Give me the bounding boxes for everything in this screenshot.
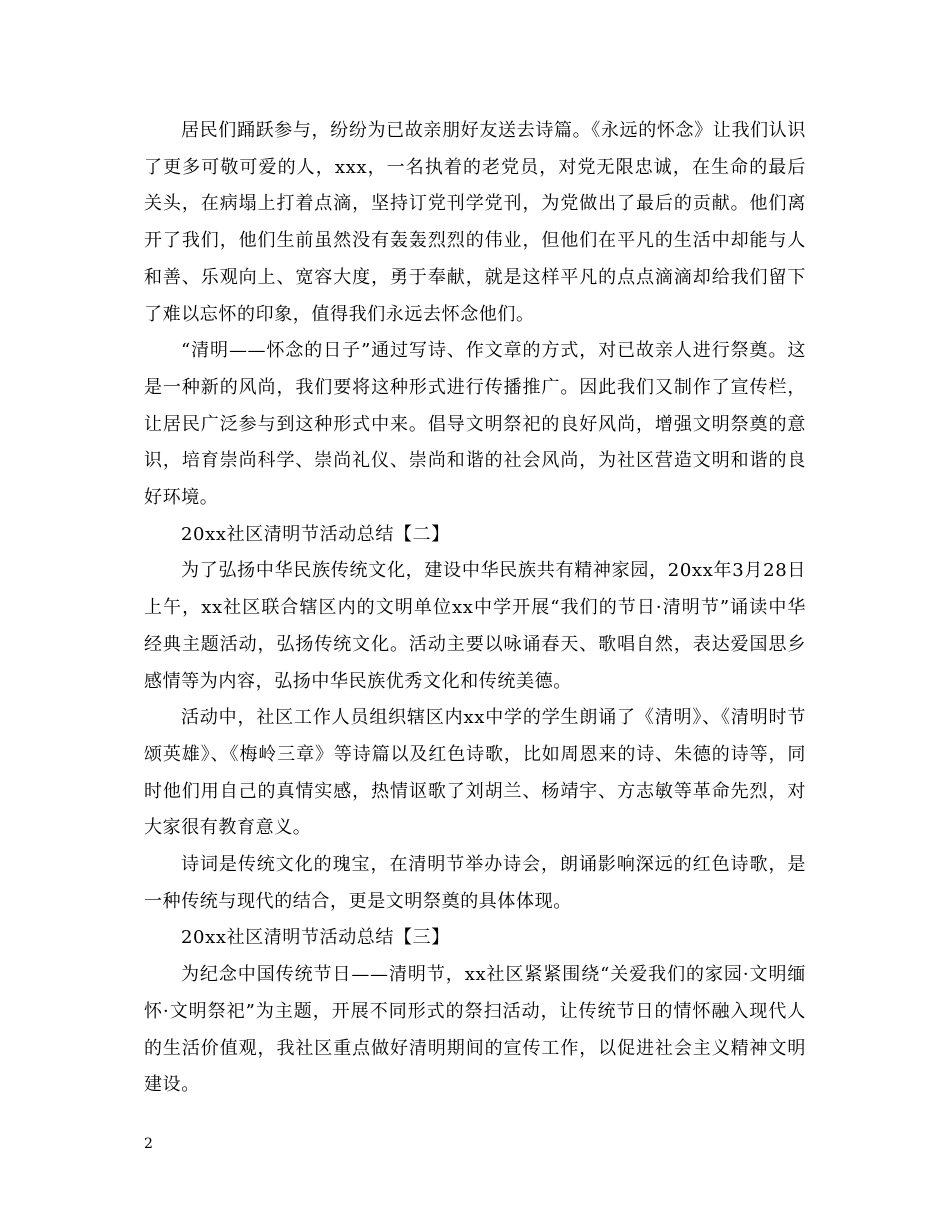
paragraph: “清明——怀念的日子”通过写诗、作文章的方式，对已故亲人进行祭奠。这是一种新的风尚，我们要将这种形式进行传播推广。因此我们又制作了宣传栏，让居民广泛参与到这种形式中来。倡导文明祭祀的良好风尚，增强文明祭奠的意识，培育崇尚科学、崇尚礼仪、崇尚和谐的社会风尚，为社区营造文明和谐的良好环境。 <box>144 340 806 509</box>
paragraph: 居民们踊跃参与，纷纷为已故亲朋好友送去诗篇。《永远的怀念》让我们认识了更多可敬可爱的人，xxx，一名执着的老党员，对党无限忠诚，在生命的最后关头，在病塌上打着点滴，坚持订党刊学党刊，为党做出了最后的贡献。他们离开了我们，他们生前虽然没有轰轰烈烈的伟业，但他们在平凡的生活中却能与人和善、乐观向上、宽容大度，勇于奉献，就是这样平凡的点点滴滴却给我们留下了难以忘怀的印象，值得我们永远去怀念他们。 <box>144 120 806 325</box>
section-heading: 20xx社区清明节活动总结【三】 <box>181 927 450 949</box>
paragraph: 诗词是传统文化的瑰宝，在清明节举办诗会，朗诵影响深远的红色诗歌，是一种传统与现代的结合，更是文明祭奠的具体体现。 <box>144 854 806 912</box>
paragraph: 为了弘扬中华民族传统文化，建设中华民族共有精神家园，20xx年3月28日上午，xx社区联合辖区内的文明单位xx中学开展“我们的节日·清明节”诵读中华经典主题活动，弘扬传统文化。活动主要以咏诵春天、歌唱自然，表达爱国思乡感情等为内容，弘扬中华民族优秀文化和传统美德。 <box>144 560 806 692</box>
paragraph: 为纪念中国传统节日——清明节，xx社区紧紧围绕“关爱我们的家园·文明缅怀·文明祭祀”为主题，开展不同形式的祭扫活动，让传统节日的情怀融入现代人的生活价值观，我社区重点做好清明期间的宣传工作，以促进社会主义精神文明建设。 <box>144 964 806 1096</box>
section-heading: 20xx社区清明节活动总结【二】 <box>181 523 450 545</box>
paragraph: 活动中，社区工作人员组织辖区内xx中学的学生朗诵了《清明》、《清明时节颂英雄》、《梅岭三章》等诗篇以及红色诗歌，比如周恩来的诗、朱德的诗等，同时他们用自己的真情实感，热情讴歌了刘胡兰、杨靖宇、方志敏等革命先烈，对大家很有教育意义。 <box>144 707 806 839</box>
document-page <box>144 113 806 1104</box>
page-number: 2 <box>144 1136 153 1152</box>
